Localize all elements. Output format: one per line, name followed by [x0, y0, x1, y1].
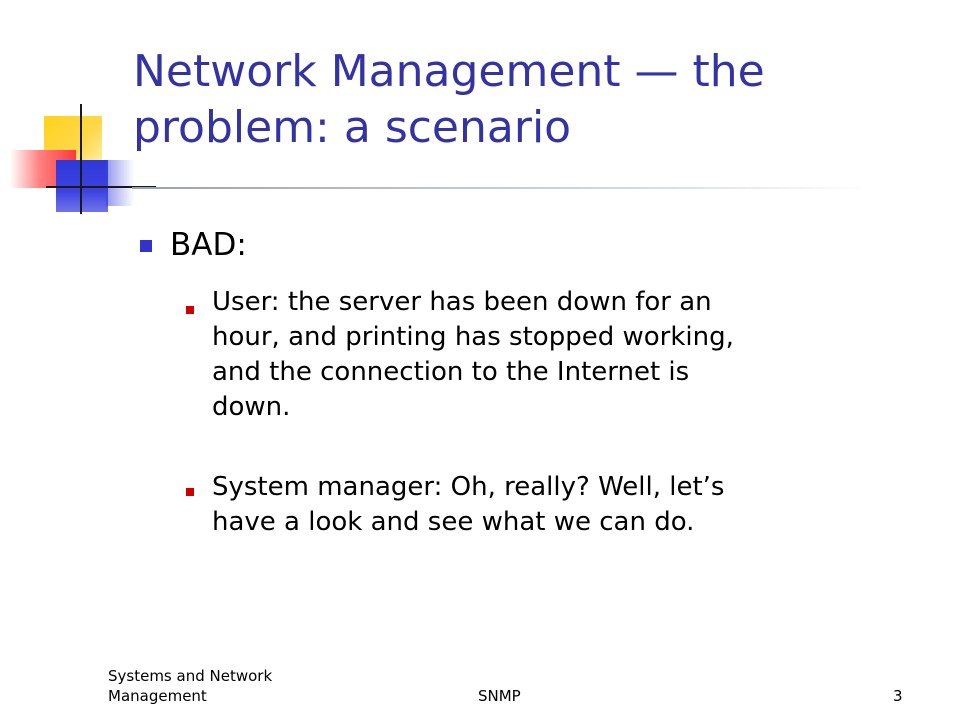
level2-bullet-text: [212, 470, 892, 540]
footer-course-line-2: Management: [108, 687, 207, 705]
slide-title: [133, 44, 933, 156]
footer-course-line-1: Systems and Network: [108, 667, 273, 685]
slide-number: 3: [893, 687, 903, 705]
footer-topic: SNMP: [478, 687, 521, 705]
decorative-blue-fade: [106, 160, 134, 206]
bullet-line: System manager: Oh, really? Well, let’s: [212, 472, 725, 502]
bullet-line: hour, and printing has stopped working,: [212, 322, 734, 352]
slide-title-line-2: problem: a scenario: [133, 102, 572, 153]
slide-title-line-1: Network Management — the: [133, 46, 765, 97]
bullet-line: and the connection to the Internet is: [212, 357, 690, 387]
title-underline: [132, 187, 872, 189]
bullet-square-icon: [140, 240, 152, 252]
level1-bullet-text: BAD:: [170, 227, 247, 263]
bullet-line: have a look and see what we can do.: [212, 507, 695, 537]
bullet-square-icon: [186, 488, 194, 496]
footer-course-title: [108, 666, 308, 706]
level2-bullet-text: [212, 285, 892, 425]
bullet-square-icon: [186, 306, 194, 314]
bullet-line: down.: [212, 392, 291, 422]
decorative-vertical-line: [80, 104, 82, 214]
bullet-line: User: the server has been down for an: [212, 287, 712, 317]
